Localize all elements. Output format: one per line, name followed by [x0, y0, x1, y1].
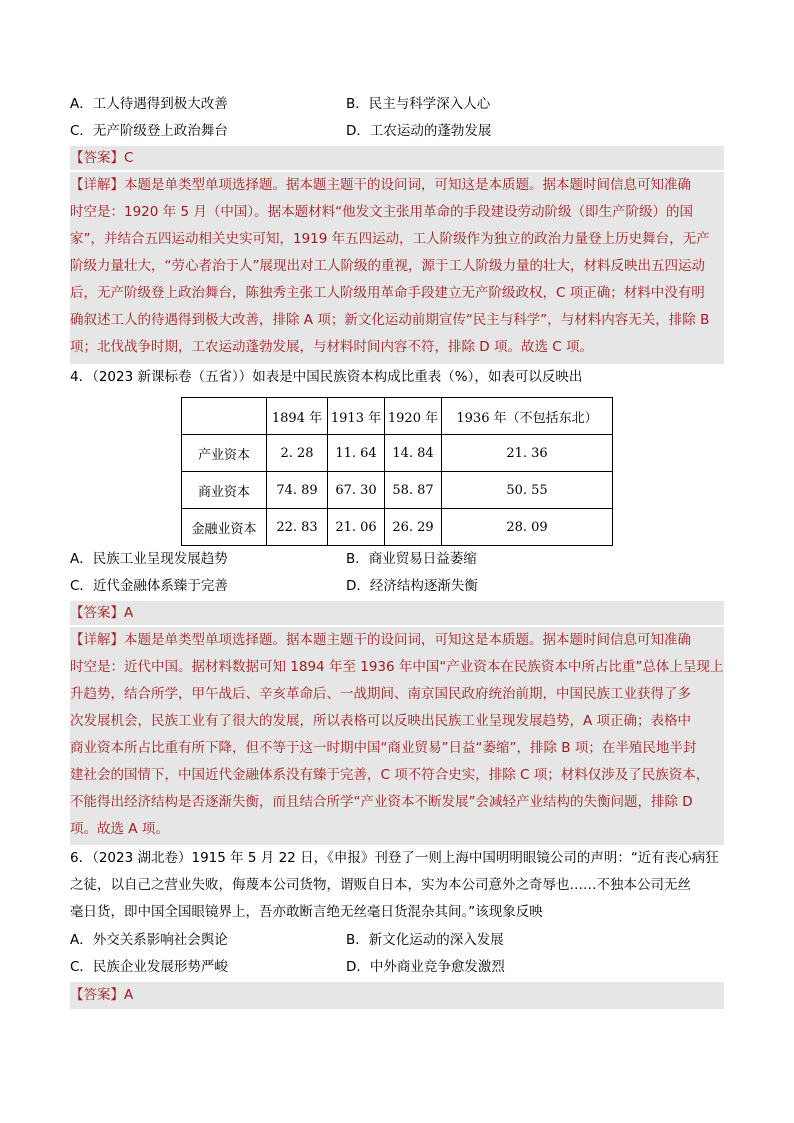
- q4-detail-line: 商业资本所占比重有所下降，但不等于这一时期中国“商业贸易”日益“萎缩”，排除 B 项；在半殖民地半封: [70, 740, 697, 756]
- table-row: [182, 509, 613, 546]
- q6-answer: 【答案】A: [70, 987, 134, 1003]
- q6-stem-line: 6．（2023 湖北卷）1915 年 5 月 22 日，《申报》刊登了一则上海中国明明眼镜公司的声明：“近有丧心病狂: [70, 850, 719, 866]
- q4-detail-line: 【详解】本题是单类型单项选择题。据本题主题干的设问词，可知这是本质题。据本题时间信息可知准确: [70, 632, 691, 648]
- table-cell: 67. 30: [328, 472, 385, 509]
- table-header-cell: 1913 年: [328, 398, 385, 435]
- table-row: [182, 435, 613, 472]
- table-header-cell: 1920 年: [385, 398, 442, 435]
- table-header-cell: [182, 398, 267, 435]
- q6-stem-line: 之徒，以自己之营业失败，侮蔑本公司货物，谓贩自日本，实为本公司意外之奇辱也……不独本公司无丝: [70, 877, 691, 893]
- q6-answer-bar: [70, 982, 724, 1009]
- q4-detail-line: 建社会的国情下，中国近代金融体系没有臻于完善，C 项不符合史实，排除 C 项；材料仅涉及了民族资本，: [70, 767, 710, 783]
- q4-stem: 4．（2023 新课标卷（五省））如表是中国民族资本构成比重表（%），如表可以反映出: [70, 369, 583, 385]
- q3-detail-line: 时空是：1920 年 5 月（中国）。据本题材料“他发文主张用革命的手段建设劳动阶级（即生产阶级）的国: [70, 204, 694, 220]
- table-cell: 74. 89: [267, 472, 328, 509]
- table-cell: 28. 09: [442, 509, 613, 546]
- table-cell: 21. 06: [328, 509, 385, 546]
- q4-option-a: A．民族工业呈现发展趋势: [70, 551, 228, 567]
- q4-option-c: C．近代金融体系臻于完善: [70, 578, 228, 594]
- q4-option-b: B．商业贸易日益萎缩: [346, 551, 477, 567]
- q3-detail-line: 家”，并结合五四运动相关史实可知，1919 年五四运动，工人阶级作为独立的政治力量登上历史舞台，无产: [70, 231, 710, 247]
- q3-answer: 【答案】C: [70, 150, 134, 166]
- q3-detail-line: 后，无产阶级登上政治舞台，陈独秀主张工人阶级用革命手段建立无产阶级政权，C 项正确；材料中没有明: [70, 285, 705, 301]
- q4-detail-line: 升趋势，结合所学，甲午战后、辛亥革命后、一战期间、南京国民政府统治前期，中国民族工业获得了多: [70, 686, 691, 702]
- table-cell: 21. 36: [442, 435, 613, 472]
- q6-option-d: D．中外商业竞争愈发激烈: [346, 959, 505, 975]
- q3-detail-line: 项；北伐战争时期，工农运动蓬勃发展，与材料时间内容不符，排除 D 项。故选 C 项。: [70, 339, 593, 355]
- q4-answer: 【答案】A: [70, 605, 134, 621]
- q3-option-a: A．工人待遇得到极大改善: [70, 96, 228, 112]
- q3-detail-line: 阶级力量壮大，“劳心者治于人”展现出对工人阶级的重视，源于工人阶级力量的壮大，材料反映出五四运动: [70, 258, 705, 274]
- q6-option-a: A．外交关系影响社会舆论: [70, 932, 228, 948]
- table-cell: 26. 29: [385, 509, 442, 546]
- q3-option-d: D．工农运动的蓬勃发展: [346, 123, 492, 139]
- q4-detail-line: 项。故选 A 项。: [70, 821, 169, 837]
- table-header-row: [182, 398, 613, 435]
- q4-detail-line: 次发展机会，民族工业有了很大的发展，所以表格可以反映出民族工业呈现发展趋势，A 项正确；表格中: [70, 713, 692, 729]
- q4-answer-bar: [70, 601, 724, 625]
- q6-stem-line: 毫日货，即中国全国眼镜界上，吾亦敢断言绝无丝毫日货混杂其间。”该现象反映: [70, 904, 543, 920]
- table-cell: 50. 55: [442, 472, 613, 509]
- table-cell: 11. 64: [328, 435, 385, 472]
- q6-option-b: B．新文化运动的深入发展: [346, 932, 504, 948]
- table-cell: 2. 28: [267, 435, 328, 472]
- capital-table: [181, 397, 613, 546]
- q3-detail-line: 【详解】本题是单类型单项选择题。据本题主题干的设问词，可知这是本质题。据本题时间信息可知准确: [70, 177, 691, 193]
- q4-detail-line: 不能得出经济结构是否逐渐失衡，而且结合所学“产业资本不断发展”会减轻产业结构的失衡问题，排除 D: [70, 794, 693, 810]
- table-cell: 58. 87: [385, 472, 442, 509]
- table-cell: 22. 83: [267, 509, 328, 546]
- q3-detail-line: 确叙述工人的待遇得到极大改善，排除 A 项；新文化运动前期宣传“民主与科学”，与材料内容无关，排除 B: [70, 312, 710, 328]
- q3-option-b: B．民主与科学深入人心: [346, 96, 491, 112]
- table-header-cell: 1894 年: [267, 398, 328, 435]
- q6-option-c: C．民族企业发展形势严峻: [70, 959, 228, 975]
- table-cell: 产业资本: [182, 435, 267, 472]
- table-header-cell: 1936 年（不包括东北）: [442, 398, 613, 435]
- q4-option-d: D．经济结构逐渐失衡: [346, 578, 478, 594]
- table-row: [182, 472, 613, 509]
- table-cell: 商业资本: [182, 472, 267, 509]
- q4-detail-line: 时空是：近代中国。据材料数据可知 1894 年至 1936 年中国“产业资本在民族资本中所占比重”总体上呈现上: [70, 659, 724, 675]
- q3-answer-bar: [70, 146, 724, 170]
- q3-option-c: C．无产阶级登上政治舞台: [70, 123, 228, 139]
- table-cell: 14. 84: [385, 435, 442, 472]
- table-cell: 金融业资本: [182, 509, 267, 546]
